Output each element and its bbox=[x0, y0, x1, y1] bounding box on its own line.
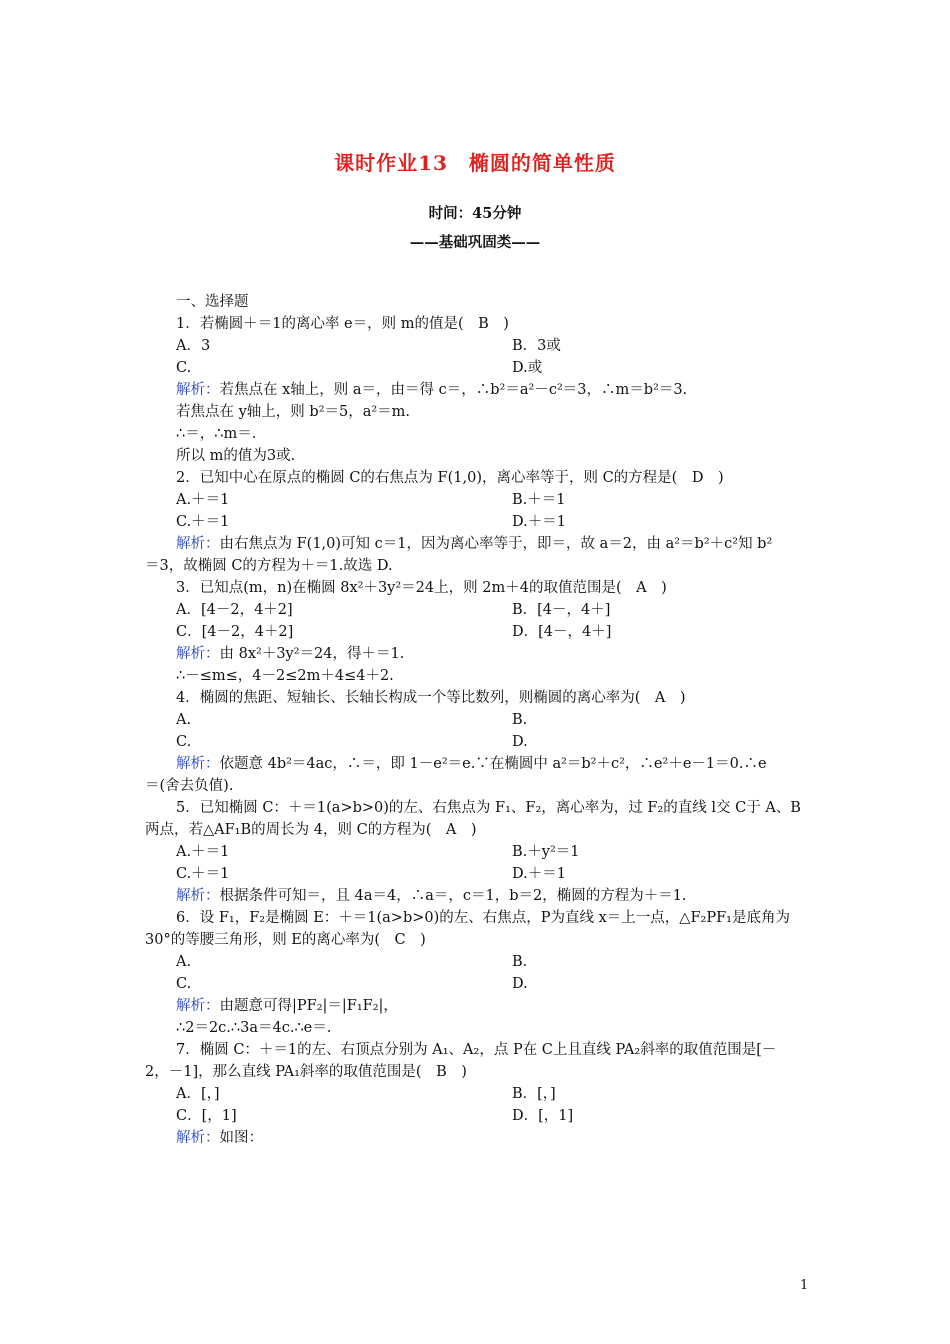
option-right-column: B.＋y²＝1 bbox=[512, 844, 580, 860]
line-text: 1．若椭圆＋＝1的离心率 e＝，则 m的值是( B ) bbox=[176, 316, 509, 332]
text-line bbox=[176, 710, 191, 730]
text-line bbox=[176, 1018, 331, 1038]
option-right-column: B．[4－，4＋] bbox=[512, 602, 611, 618]
text-line bbox=[176, 952, 191, 972]
section-heading: ——基础巩固类—— bbox=[409, 234, 541, 251]
text-line bbox=[176, 292, 249, 312]
line-text: 依题意 4b²＝4ac，∴＝，即 1－e²＝e.∵在椭圆中 a²＝b²＋c²，∴e²＋e－1＝0.∴e bbox=[219, 756, 767, 772]
line-text: C．[，1] bbox=[176, 1108, 237, 1124]
line-text: C. bbox=[176, 360, 192, 376]
line-text: 7．椭圆 C：＋＝1的左、右顶点分别为 A₁、A₂，点 P在 C上且直线 PA₂斜率的取值范围是[－ bbox=[176, 1042, 777, 1058]
option-right-column: D.或 bbox=[512, 360, 543, 376]
line-text: 所以 m的值为3或. bbox=[176, 448, 296, 464]
line-text: 根据条件可知＝，且 4a＝4，∴a＝，c＝1，b＝2，椭圆的方程为＋＝1. bbox=[219, 888, 687, 904]
text-line bbox=[176, 864, 229, 884]
text-line bbox=[176, 314, 509, 334]
text-line bbox=[176, 512, 229, 532]
time-limit: 时间：45分钟 bbox=[428, 205, 522, 222]
analysis-label: 解析： bbox=[176, 382, 220, 398]
line-text: C.＋＝1 bbox=[176, 514, 230, 530]
text-line bbox=[176, 490, 229, 510]
line-text: 6．设 F₁，F₂是椭圆 E：＋＝1(a>b>0)的左、右焦点，P为直线 x＝上一点，△F₂PF₁是底角为 bbox=[176, 910, 790, 926]
analysis-label: 解析： bbox=[176, 536, 220, 552]
line-text: ＝(舍去负值). bbox=[145, 778, 234, 794]
text-line bbox=[176, 1106, 237, 1126]
line-text: 如图： bbox=[219, 1130, 263, 1146]
line-text: 5．已知椭圆 C：＋＝1(a>b>0)的左、右焦点为 F₁、F₂，离心率为，过 F₂的直线 l交 C于 A、B bbox=[176, 800, 801, 816]
text-line bbox=[176, 666, 394, 686]
line-text: C.＋＝1 bbox=[176, 866, 230, 882]
analysis-label: 解析： bbox=[176, 756, 220, 772]
option-right-column: D.＋＝1 bbox=[512, 866, 566, 882]
option-right-column: D.＋＝1 bbox=[512, 514, 566, 530]
text-line bbox=[176, 842, 229, 862]
text-line bbox=[176, 1040, 776, 1060]
line-text: ∴－≤m≤，4－2≤2m＋4≤4＋2. bbox=[176, 668, 394, 684]
option-right-column: D. bbox=[512, 734, 528, 750]
line-text: 两点，若△AF₁B的周长为 4，则 C的方程为( A ) bbox=[145, 822, 477, 838]
line-text: 3．已知点(m，n)在椭圆 8x²＋3y²＝24上，则 2m＋4的取值范围是( A ) bbox=[176, 580, 667, 596]
analysis-label: 解析： bbox=[176, 1130, 220, 1146]
text-line bbox=[145, 1062, 467, 1082]
text-line bbox=[176, 732, 191, 752]
page-number: 1 bbox=[800, 1278, 809, 1293]
text-line bbox=[145, 930, 426, 950]
text-line bbox=[176, 622, 293, 642]
line-text: C. bbox=[176, 734, 192, 750]
text-line bbox=[145, 556, 393, 576]
line-text: 由右焦点为 F(1,0)可知 c＝1，因为离心率等于，即＝，故 a＝2，由 a²＝b²＋c²知 b² bbox=[219, 536, 773, 552]
option-right-column: B. bbox=[512, 954, 528, 970]
text-line bbox=[176, 578, 667, 598]
text-line bbox=[176, 886, 687, 906]
text-line bbox=[176, 380, 687, 400]
text-line bbox=[176, 1084, 220, 1104]
option-right-column: D．[，1] bbox=[512, 1108, 574, 1124]
text-line bbox=[176, 424, 256, 444]
line-text: A. bbox=[176, 954, 192, 970]
line-text: 若焦点在 y轴上，则 b²＝5，a²＝m. bbox=[176, 404, 411, 420]
line-text: A．[，] bbox=[176, 1086, 220, 1102]
line-text: 2．已知中心在原点的椭圆 C的右焦点为 F(1,0)，离心率等于，则 C的方程是( D ) bbox=[176, 470, 724, 486]
line-text: ∴＝，∴m＝. bbox=[176, 426, 257, 442]
text-line bbox=[176, 358, 191, 378]
option-right-column: D. bbox=[512, 976, 528, 992]
line-text: A.＋＝1 bbox=[176, 492, 230, 508]
option-right-column: B．[，] bbox=[512, 1086, 556, 1102]
line-text: ∴2＝2c.∴3a＝4c.∴e＝. bbox=[176, 1020, 332, 1036]
text-line bbox=[176, 402, 410, 422]
text-line bbox=[176, 1128, 263, 1148]
text-line bbox=[176, 908, 790, 928]
line-text: A．[4－2，4＋2] bbox=[176, 602, 293, 618]
text-line bbox=[176, 996, 398, 1016]
text-line bbox=[176, 644, 404, 664]
line-text: A.＋＝1 bbox=[176, 844, 230, 860]
option-right-column: B．3或 bbox=[512, 338, 561, 354]
text-line bbox=[176, 468, 724, 488]
text-line bbox=[176, 336, 210, 356]
line-text: 30°的等腰三角形，则 E的离心率为( C ) bbox=[145, 932, 426, 948]
analysis-label: 解析： bbox=[176, 888, 220, 904]
text-line bbox=[176, 446, 295, 466]
option-right-column: B.＋＝1 bbox=[512, 492, 566, 508]
line-text: A. bbox=[176, 712, 192, 728]
option-right-column: B. bbox=[512, 712, 528, 728]
text-line bbox=[176, 534, 772, 554]
text-line bbox=[176, 754, 767, 774]
page-title: 课时作业13 椭圆的简单性质 bbox=[334, 151, 616, 175]
line-text: 一、选择题 bbox=[176, 294, 249, 310]
line-text: 由题意可得|PF₂|＝|F₁F₂|， bbox=[219, 998, 398, 1014]
text-line bbox=[145, 820, 476, 840]
line-text: 若焦点在 x轴上，则 a＝，由＝得 c＝，∴b²＝a²－c²＝3，∴m＝b²＝3. bbox=[219, 382, 688, 398]
line-text: A．3 bbox=[176, 338, 211, 354]
line-text: 4．椭圆的焦距、短轴长、长轴长构成一个等比数列，则椭圆的离心率为( A ) bbox=[176, 690, 686, 706]
text-line bbox=[176, 974, 191, 994]
text-line bbox=[176, 600, 293, 620]
option-right-column: D．[4－，4＋] bbox=[512, 624, 612, 640]
analysis-label: 解析： bbox=[176, 998, 220, 1014]
line-text: ＝3，故椭圆 C的方程为＋＝1.故选 D. bbox=[145, 558, 393, 574]
text-line bbox=[145, 776, 233, 796]
text-line bbox=[176, 688, 686, 708]
line-text: 由 8x²＋3y²＝24，得＋＝1. bbox=[219, 646, 405, 662]
line-text: 2，－1]，那么直线 PA₁斜率的取值范围是( B ) bbox=[145, 1064, 467, 1080]
line-text: C．[4－2，4＋2] bbox=[176, 624, 294, 640]
line-text: C. bbox=[176, 976, 192, 992]
text-line bbox=[176, 798, 801, 818]
analysis-label: 解析： bbox=[176, 646, 220, 662]
